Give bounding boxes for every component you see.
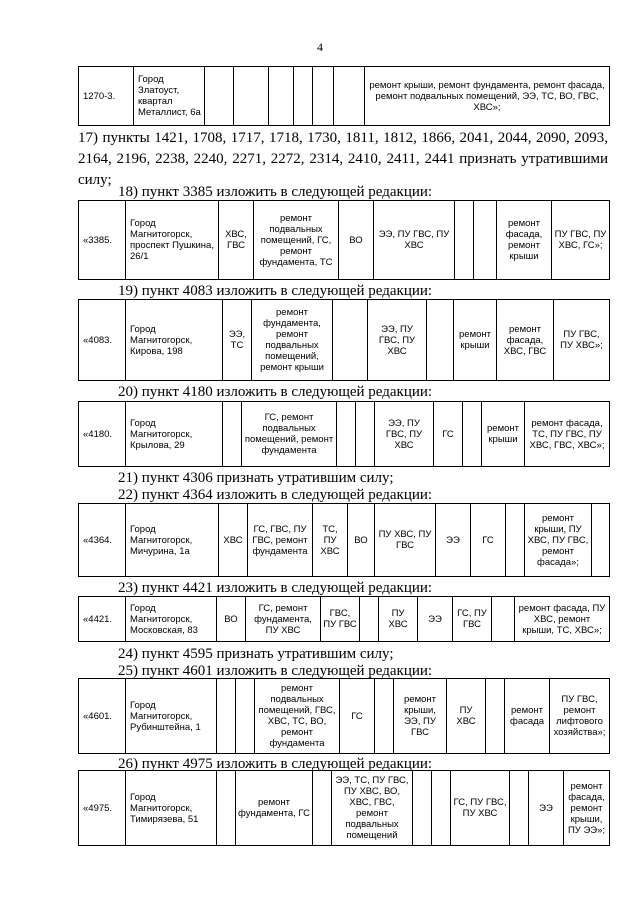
cell: ремонт подвальных помещений, ГВС, ХВС, ТС, ВО, ремонт фундамента [255, 679, 340, 754]
cell [427, 300, 454, 381]
cell: ремонт крыши [454, 300, 497, 381]
cell: ремонт фундамента, ГС [236, 771, 313, 846]
cell: ЭЭ [436, 504, 471, 577]
address-cell: Город Златоуст, квартал Металлист, 6а [134, 67, 205, 126]
page-number: 4 [317, 40, 323, 54]
cell [337, 402, 356, 467]
cell: ГВС, ПУ ГВС [321, 597, 360, 642]
address-cell: Город Магнитогорск, Мичурина, 1а [126, 504, 219, 577]
row-number: «3385. [79, 201, 126, 280]
item-25-heading: 25) пункт 4601 изложить в следующей редакции: [118, 663, 433, 679]
cell [455, 201, 474, 280]
table-row-3385 [78, 200, 610, 280]
item-17-text: 17) пункты 1421, 1708, 1717, 1718, 1730, 1811, 1812, 1866, 2041, 2044, 2090, 2093, 2164, 2196, 2238, 2240, 2271, 2272, 2314, 2410, 2411, 2441 признать утратившими силу; [78, 130, 608, 188]
cell: ПУ ГВС, ПУ ХВС, ГС»; [552, 201, 610, 280]
cell: ЭЭ, ТС, ПУ ГВС, ПУ ХВС, ВО, ХВС, ГВС, ремонт подвальных помещений [332, 771, 413, 846]
cell: ГС, ремонт фундамента, ПУ ХВС [246, 597, 321, 642]
item-20-heading: 20) пункт 4180 изложить в следующей редакции: [118, 384, 433, 400]
table-row-4601 [78, 678, 610, 754]
cell [313, 67, 334, 126]
cell [486, 679, 505, 754]
table-row-4975 [78, 770, 610, 846]
cell: ремонт фасада, ХВС, ГВС [497, 300, 554, 381]
cell: ремонт фасада, ремонт крыши [497, 201, 552, 280]
cell [313, 771, 332, 846]
cell: ВО [217, 597, 246, 642]
cell: ТС, ПУ ХВС [313, 504, 348, 577]
table-row-1270-3 [78, 66, 610, 126]
item-21-text: 21) пункт 4306 признать утратившим силу; [118, 470, 394, 486]
works-cell: ремонт крыши, ремонт фундамента, ремонт фасада, ремонт подвальных помещений, ЭЭ, ТС, ВО, ГВС, ХВС»; [365, 67, 610, 126]
address-cell: Город Магнитогорск, Крылова, 29 [126, 402, 223, 467]
cell: ВО [339, 201, 374, 280]
cell: ГС, ГВС, ПУ ГВС, ремонт фундамента [248, 504, 313, 577]
cell [474, 201, 497, 280]
row-number: «4421. [79, 597, 126, 642]
item-19-heading: 19) пункт 4083 изложить в следующей редакции: [118, 283, 433, 299]
item-24-text: 24) пункт 4595 признать утратившим силу; [118, 646, 394, 662]
cell: ГС, ПУ ГВС [453, 597, 492, 642]
cell [492, 597, 515, 642]
cell: ГС [471, 504, 506, 577]
table-row-4421 [78, 596, 610, 642]
cell: ПУ ГВС, ПУ ХВС»; [554, 300, 610, 381]
item-26-heading: 26) пункт 4975 изложить в следующей редакции: [118, 756, 433, 772]
cell [234, 67, 269, 126]
cell [217, 771, 236, 846]
cell: ремонт фасада, ТС, ПУ ГВС, ПУ ХВС, ГВС, ХВС»; [525, 402, 610, 467]
row-number: «4083. [79, 300, 126, 381]
row-number: 1270-3. [79, 67, 134, 126]
cell: ЭЭ, ТС [223, 300, 252, 381]
item-23-heading: 23) пункт 4421 изложить в следующей редакции: [118, 580, 433, 596]
cell: ЭЭ [418, 597, 453, 642]
cell [510, 771, 529, 846]
cell [360, 597, 379, 642]
address-cell: Город Магнитогорск, Тимирязева, 51 [126, 771, 217, 846]
cell: ремонт крыши [482, 402, 525, 467]
cell: ПУ ХВС, ПУ ГВС [375, 504, 436, 577]
row-number: «4975. [79, 771, 126, 846]
cell [463, 402, 482, 467]
cell: ВО [348, 504, 375, 577]
cell [205, 67, 234, 126]
cell [333, 300, 368, 381]
address-cell: Город Магнитогорск, проспект Пушкина, 26/1 [126, 201, 219, 280]
table-row-4364 [78, 503, 610, 577]
cell: ремонт фасада [505, 679, 550, 754]
row-number: «4601. [79, 679, 126, 754]
cell [432, 771, 451, 846]
cell: ХВС, ГВС [219, 201, 254, 280]
cell: ремонт фасада, ПУ ХВС, ремонт крыши, ТС, ХВС»; [515, 597, 610, 642]
address-cell: Город Магнитогорск, Московская, 83 [126, 597, 217, 642]
item-18-heading: 18) пункт 3385 изложить в следующей редакции: [118, 184, 433, 200]
cell: ПУ ХВС [379, 597, 418, 642]
cell: ремонт крыши, ПУ ХВС, ПУ ГВС, ремонт фасада»; [525, 504, 592, 577]
row-number: «4364. [79, 504, 126, 577]
cell: ПУ ГВС, ремонт лифтового хозяйства»; [550, 679, 610, 754]
address-cell: Город Магнитогорск, Рубинштейна, 1 [126, 679, 217, 754]
cell: ГС, ПУ ГВС, ПУ ХВС [451, 771, 510, 846]
cell: ГС, ремонт подвальных помещений, ремонт фундамента [242, 402, 337, 467]
cell [375, 679, 394, 754]
cell: ЭЭ, ПУ ГВС, ПУ ХВС [375, 402, 434, 467]
cell: ПУ ХВС [447, 679, 486, 754]
address-cell: Город Магнитогорск, Кирова, 198 [126, 300, 223, 381]
cell [413, 771, 432, 846]
cell: ремонт фундамента, ремонт подвальных помещений, ремонт крыши [252, 300, 333, 381]
cell [236, 679, 255, 754]
cell: ЭЭ, ПУ ГВС, ПУ ХВС [374, 201, 455, 280]
cell [269, 67, 294, 126]
cell: ЭЭ [529, 771, 564, 846]
cell [217, 679, 236, 754]
cell [294, 67, 313, 126]
cell: ремонт фасада, ремонт крыши, ПУ ЭЭ»; [564, 771, 610, 846]
cell [356, 402, 375, 467]
cell: ХВС [219, 504, 248, 577]
cell [334, 67, 365, 126]
cell: ремонт подвальных помещений, ГС, ремонт фундамента, ТС [254, 201, 339, 280]
cell: ЭЭ, ПУ ГВС, ПУ ХВС [368, 300, 427, 381]
row-number: «4180. [79, 402, 126, 467]
table-row-4180 [78, 401, 610, 467]
cell: ремонт крыши, ЭЭ, ПУ ГВС [394, 679, 447, 754]
table-row-4083 [78, 299, 610, 381]
cell [223, 402, 242, 467]
item-22-heading: 22) пункт 4364 изложить в следующей редакции: [118, 487, 433, 503]
cell [506, 504, 525, 577]
cell: ГС [340, 679, 375, 754]
cell: ГС [434, 402, 463, 467]
cell [592, 504, 610, 577]
